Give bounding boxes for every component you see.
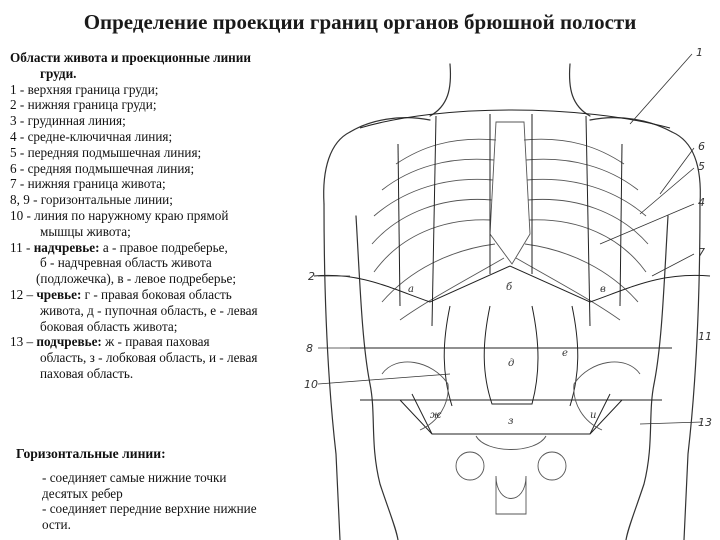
figure-letter-i: и [590,410,597,421]
figure-letter-v: в [600,284,606,295]
legend-item-2: 2 - нижняя граница груди; [10,97,157,113]
figure-letter-zh: ж [430,410,442,421]
legend-item-12-line1 [10,287,312,303]
projection-lines [314,110,710,434]
neck-left [430,64,450,116]
rib-1-right [524,139,624,164]
armpit-right [654,216,668,384]
figure-number-1: 1 [696,46,703,59]
legend-item-10-line1: 10 - линия по наружному краю прямой [10,207,229,223]
pubic-arch [476,436,546,450]
hip-joint-left [456,452,484,480]
legend-item-10-line2: мышцы живота; [40,223,131,239]
figure-number-7: 7 [698,246,705,259]
figure-letter-z: з [508,416,514,427]
legend-item-12-term: чревье: [36,286,82,302]
anterior-axillary-line-right [620,144,622,306]
legend-item-11-term: надчревье: [33,239,100,255]
rib-5-right [529,220,646,272]
legend-item-11-line3: (подложечка), в - левое подреберье; [36,271,236,287]
rib-1-left [396,139,496,164]
legend-item-13-term: подчревье: [36,334,102,350]
midclavicular-line-right [586,116,590,326]
legend-text [10,50,312,382]
waist-left [370,384,398,540]
legend-item-12-rest: г - правая боковая область [81,286,232,302]
figure-letter-a: а [408,284,414,295]
figure-number-8: 8 [306,342,313,355]
leader-7 [652,254,694,276]
shoulder-right [672,132,700,204]
rib-3-left [374,179,493,216]
arm-left [324,204,340,540]
figure-number-6: 6 [698,140,705,153]
legend-item-12-line3: боковая область живота; [40,318,178,334]
figure-number-13: 13 [698,416,712,429]
rib-4-left [372,199,492,244]
legend-item-12-prefix: 12 – [10,286,37,302]
torso-illustration [300,44,720,540]
figure-number-5: 5 [698,160,705,173]
leader-13 [640,422,702,424]
legend-item-13-prefix: 13 – [10,334,37,350]
horizontal-line-1-text2: десятых ребер [42,485,123,501]
armpit-left [356,216,370,384]
leader-6 [660,148,694,194]
legend-item-7: 7 - нижняя граница живота; [10,176,166,192]
line-upper-chest-border [360,110,670,128]
pelvis [382,362,640,514]
legend-heading-line2: груди. [40,65,77,81]
shoulder-left [324,132,350,204]
figure-letter-b: б [506,282,513,293]
sternum [490,122,530,264]
rib-7-left [400,258,504,320]
legend-item-11-line1 [10,240,312,256]
horizontal-line-2-text2: ости. [42,517,71,533]
horizontal-line-2-text1: - соединяет передние верхние нижние [42,501,257,517]
legend-item-3: 3 - грудинная линия; [10,113,126,129]
legend-item-1: 1 - верхняя граница груди; [10,81,159,97]
legend-item-12-line2: живота, д - пупочная область, е - левая [40,302,258,318]
figure-letter-d: д [508,358,515,369]
legend-item-8-9: 8, 9 - горизонтальные линии; [10,192,173,208]
neck-right [570,64,590,116]
legend-item-6: 6 - средняя подмышечная линия; [10,160,195,176]
legend-item-13-line3: паховая область. [40,365,134,381]
leader-4 [600,204,694,244]
legend-item-11-line2: б - надчревная область живота [40,255,212,271]
waist-right [626,384,654,540]
horizontal-line-1-text1: - соединяет самые нижние точки [42,469,227,485]
leader-1 [630,54,692,124]
umbilical-region [484,306,538,404]
horizontal-lines-block [16,446,312,533]
iliac-crest-right [574,362,640,430]
legend-item-4: 4 - средне-ключичная линия; [10,128,173,144]
clavicle-left [350,118,430,132]
figure-number-11: 11 [698,330,712,343]
figure-number-2: 2 [308,270,315,283]
legend-item-5: 5 - передняя подмышечная линия; [10,144,202,160]
midclavicular-line-left [432,116,436,326]
genital-outline [496,476,526,514]
page-title: Определение проекции границ органов брюшной полости [83,10,637,34]
leader-10 [318,374,450,384]
figure-number-10: 10 [304,378,318,391]
torso-outline [324,64,701,540]
legend-heading-line1: Области живота и проекционные линии [10,50,251,65]
hip-joint-right [538,452,566,480]
rib-5-left [374,220,491,272]
figure-letter-e: е [562,348,568,359]
torso-svg [300,44,720,540]
anterior-axillary-line-left [398,144,400,306]
horizontal-lines-heading: Горизонтальные линии: [16,446,166,461]
figure-letters [408,282,606,427]
legend-item-11-prefix: 11 - [10,239,34,255]
figure-number-4: 4 [698,196,705,209]
figure-numbers [304,46,712,429]
legend-item-13-rest: ж - правая паховая [101,334,210,350]
legend-item-11-rest: а - правое подреберье, [99,239,228,255]
rib-3-right [527,179,646,216]
legend-item-13-line2: область, з - лобковая область, и - левая [40,350,258,366]
legend-item-13-line1 [10,334,312,350]
